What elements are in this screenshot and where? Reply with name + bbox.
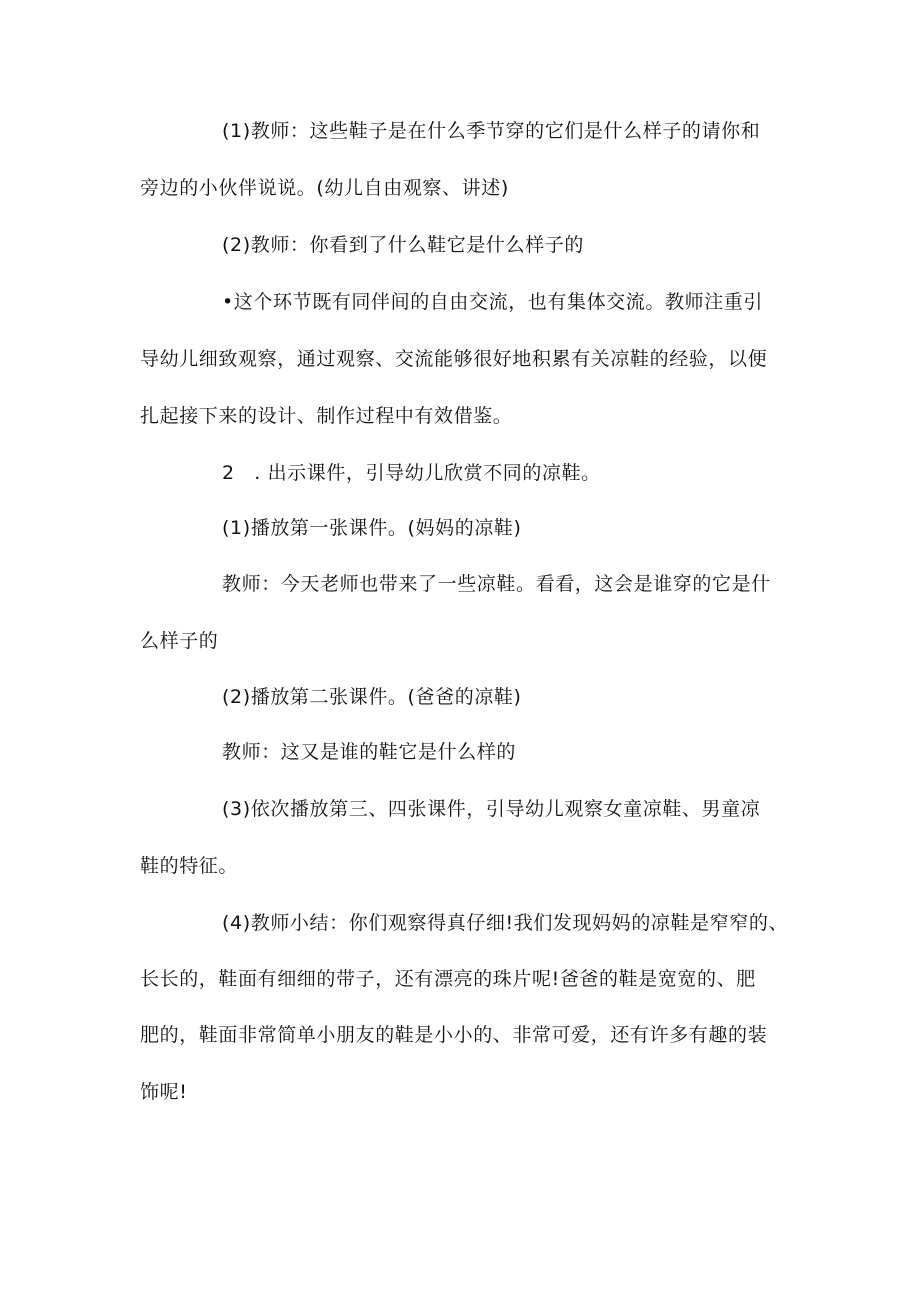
text-line: (1)教师：这些鞋子是在什么季节穿的它们是什么样子的请你和 [222,120,761,142]
text-line: 教师：这又是谁的鞋它是什么样的 [222,741,517,763]
text-line: (4)教师小结：你们观察得真仔细!我们发现妈妈的凉鞋是窄窄的、 [222,912,789,934]
text-line: 鞋的特征。 [140,855,239,877]
text-line: 导幼儿细致观察，通过观察、交流能够很好地积累有关凉鞋的经验，以便 [140,348,768,370]
section-heading: 2 . 出示课件，引导幼儿欣赏不同的凉鞋。 [222,462,601,484]
text-line: 教师：今天老师也带来了一些凉鞋。看看，这会是谁穿的它是什 [222,573,771,595]
text-line: 旁边的小伙伴说说。(幼儿自由观察、讲述) [140,177,509,199]
text-line: (1)播放第一张课件。(妈妈的凉鞋) [222,517,522,539]
text-line: 饰呢! [140,1081,188,1103]
text-line: (2)教师：你看到了什么鞋它是什么样子的 [222,234,584,256]
text-line: •这个环节既有同伴间的自由交流，也有集体交流。教师注重引 [222,291,764,313]
text-line: (2)播放第二张课件。(爸爸的凉鞋) [222,686,522,708]
text-line: 长长的，鞋面有细细的带子，还有漂亮的珠片呢!爸爸的鞋是宽宽的、肥 [140,968,756,990]
text-line: 扎起接下来的设计、制作过程中有效借鉴。 [140,405,513,427]
text-line: 么样子的 [140,630,219,652]
text-line: 肥的，鞋面非常简单小朋友的鞋是小小的、非常可爱，还有许多有趣的装 [140,1024,768,1046]
text-line: (3)依次播放第三、四张课件，引导幼儿观察女童凉鞋、男童凉 [222,798,761,820]
